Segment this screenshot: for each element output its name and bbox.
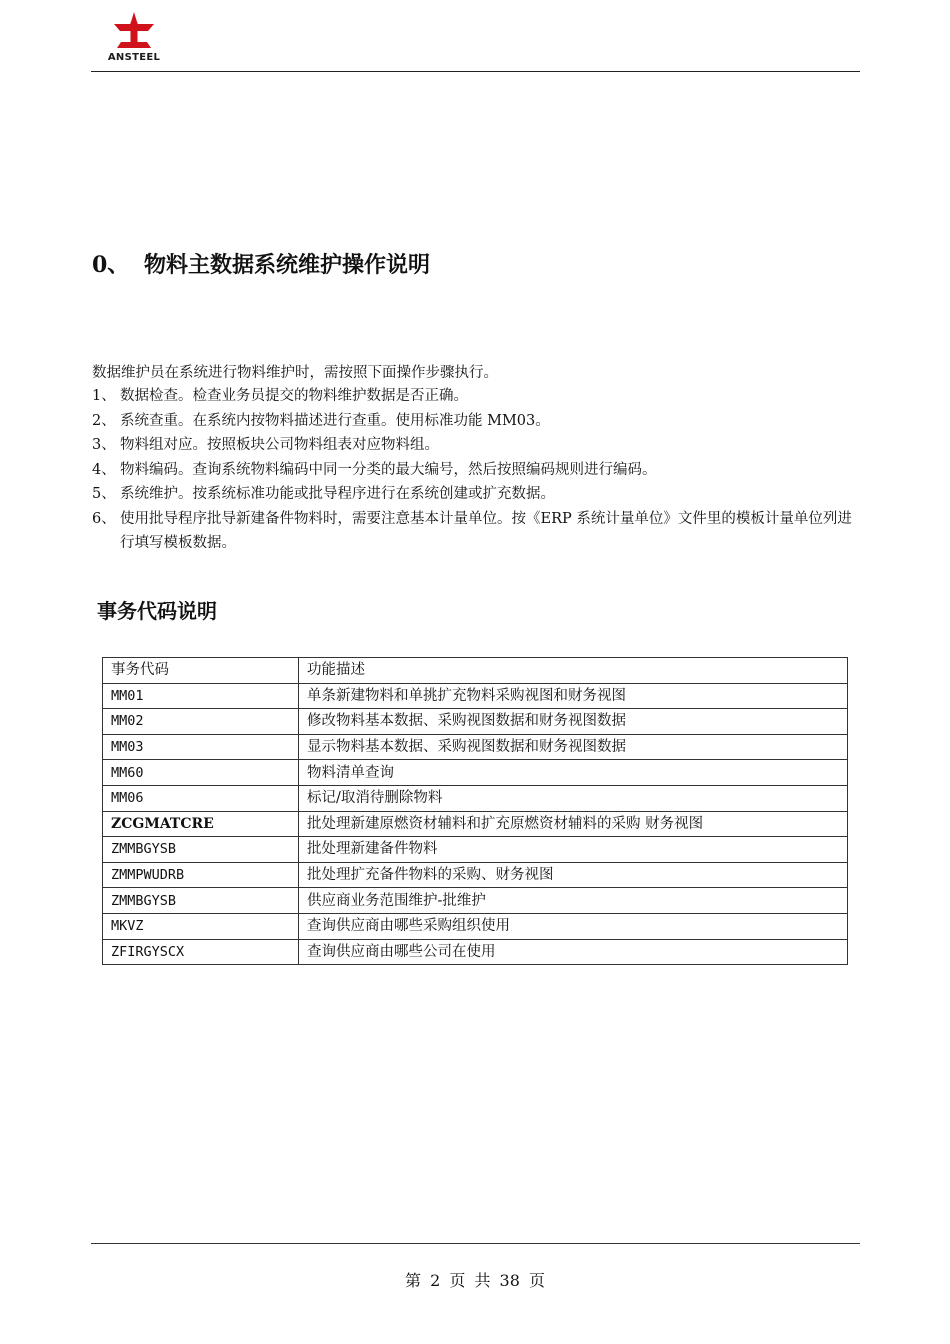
description-cell: 修改物料基本数据、采购视图数据和财务视图数据 <box>299 709 848 735</box>
table-row <box>103 785 848 811</box>
code-cell: ZFIRGYSCX <box>103 939 299 965</box>
table-row <box>103 862 848 888</box>
description-cell: 标记/取消待删除物料 <box>299 785 848 811</box>
list-item <box>92 409 862 434</box>
table-row <box>103 709 848 735</box>
step-number: 3、 <box>92 437 116 453</box>
code-cell: ZMMBGYSB <box>103 837 299 863</box>
step-number: 1、 <box>92 388 116 404</box>
code-cell: MM06 <box>103 785 299 811</box>
description-cell: 查询供应商由哪些公司在使用 <box>299 939 848 965</box>
code-cell: ZMMPWUDRB <box>103 862 299 888</box>
step-number: 4、 <box>92 461 116 478</box>
step-text: 物料编码。查询系统物料编码中同一分类的最大编号，然后按照编码规则进行编码。 <box>120 461 657 478</box>
step-text: 使用批导程序批导新建备件物料时，需要注意基本计量单位。按《ERP 系统计量单位》文件里的模板计量单位列进行填写模板数据。 <box>120 510 852 551</box>
step-number: 2、 <box>92 412 116 429</box>
code-cell: MM60 <box>103 760 299 786</box>
description-cell: 供应商业务范围维护-批维护 <box>299 888 848 914</box>
list-item <box>92 458 862 483</box>
code-cell: MKVZ <box>103 913 299 939</box>
transaction-code-table <box>102 657 848 965</box>
code-cell: ZCGMATCRE <box>103 811 299 837</box>
description-cell: 显示物料基本数据、采购视图数据和财务视图数据 <box>299 734 848 760</box>
step-text: 数据检查。检查业务员提交的物料维护数据是否正确。 <box>120 388 468 404</box>
code-cell: MM02 <box>103 709 299 735</box>
table-row <box>103 734 848 760</box>
header-cell-code: 事务代码 <box>103 658 299 684</box>
table-row <box>103 888 848 914</box>
description-cell: 查询供应商由哪些采购组织使用 <box>299 913 848 939</box>
ansteel-logo <box>106 10 162 66</box>
list-item <box>92 433 862 458</box>
list-item <box>92 507 862 556</box>
codes-title: 事务代码说明 <box>97 599 217 623</box>
footer-rule <box>91 1243 860 1244</box>
header-rule <box>91 71 860 72</box>
list-item <box>92 384 862 409</box>
description-cell: 批处理新建备件物料 <box>299 837 848 863</box>
table-row <box>103 837 848 863</box>
table-row <box>103 913 848 939</box>
description-cell: 单条新建物料和单挑扩充物料采购视图和财务视图 <box>299 683 848 709</box>
table-header-row <box>103 658 848 684</box>
table-row <box>103 760 848 786</box>
step-number: 5、 <box>92 486 116 502</box>
logo-text: ANSTEEL <box>107 52 161 63</box>
step-text: 物料组对应。按照板块公司物料组表对应物料组。 <box>120 437 439 453</box>
step-text: 系统查重。在系统内按物料描述进行查重。使用标准功能 MM03。 <box>120 412 550 429</box>
section-number: 0、 <box>92 252 130 278</box>
header-cell-description: 功能描述 <box>299 658 848 684</box>
section-title <box>92 248 430 279</box>
page-number: 第 2 页 共 38 页 <box>405 1271 545 1290</box>
table-row <box>103 811 848 837</box>
description-cell: 批处理新建原燃资材辅料和扩充原燃资材辅料的采购 财务视图 <box>299 811 848 837</box>
description-cell: 批处理扩充备件物料的采购、财务视图 <box>299 862 848 888</box>
steps-list <box>92 384 862 556</box>
code-cell: MM01 <box>103 683 299 709</box>
description-cell: 物料清单查询 <box>299 760 848 786</box>
section-title-text: 物料主数据系统维护操作说明 <box>144 252 431 278</box>
code-cell: ZMMBGYSB <box>103 888 299 914</box>
code-cell: MM03 <box>103 734 299 760</box>
table-row <box>103 939 848 965</box>
table-row <box>103 683 848 709</box>
intro-paragraph: 数据维护员在系统进行物料维护时，需按照下面操作步骤执行。 <box>92 365 498 381</box>
step-number: 6、 <box>92 510 116 527</box>
list-item <box>92 482 862 507</box>
step-text: 系统维护。按系统标准功能或批导程序进行在系统创建或扩充数据。 <box>120 486 555 502</box>
ansteel-emblem-icon <box>106 10 162 52</box>
